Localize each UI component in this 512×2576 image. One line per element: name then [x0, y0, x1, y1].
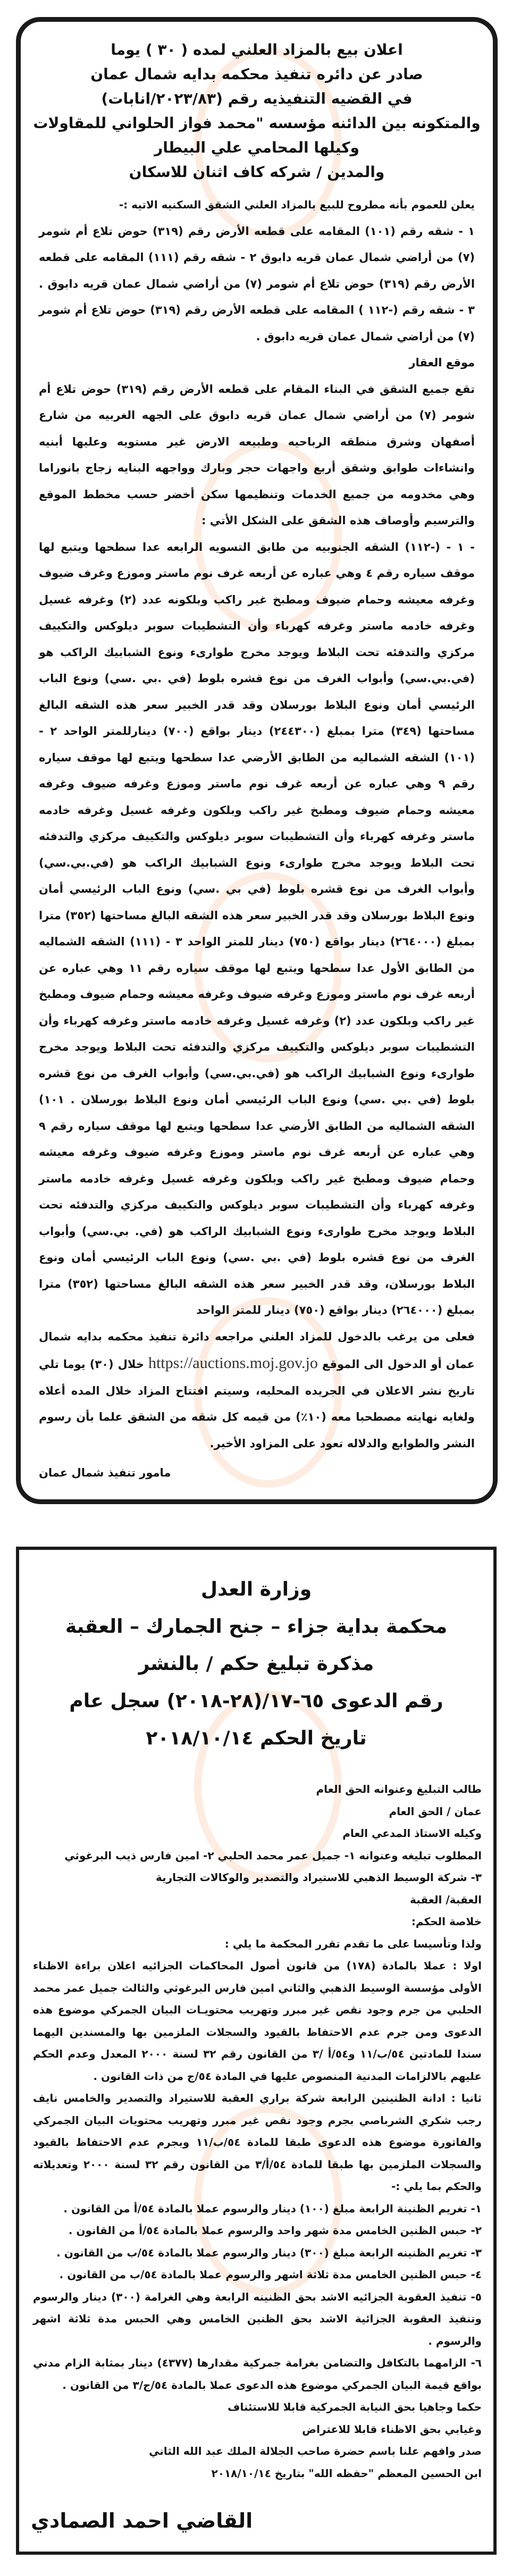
body-line: المطلوب تبليغه وعنوانه ١- جميل عمر محمد الحلبي ٢- امين فارس ذيب البرغوثي [64, 1849, 482, 1862]
title-line: رقم الدعوى ٦٥-١٧/(٢٨-٢٠١٨) سجل عام [69, 1690, 443, 1712]
ruling-item: ٦- الزامهما بالتكافل والتضامن بغرامة جمركية مقدارها (٤٣٧٧) دينار بمثابة الزام مدني بواقع قيمة البيان الجمركي موضوع هذه الدعوى عملا بالمادة ٥٤/ج/٣ من القانون . [33, 2356, 482, 2392]
court-notice-body [33, 1778, 482, 2485]
judge-signature: القاضي احمد الصمادي [31, 2509, 253, 2532]
body-line: طالب التبليغ وعنوانه الحق العام [316, 1783, 482, 1795]
apartments-description: - ١ - (-١١٢) الشقه الجنوبيه من طابق التسويه الرابعه عدا سطحها ويتبع لها موقف سياره رقم ٤ وهي عباره عن أربعه غرف نوم ماستر وموزع وغرف ضيوف وغرفه معيشه وحمام ضيوف ومطبخ غير راكب وبلكونه عدد (٢) وغرفه غسيل وغرفه خادمه ماستر وغرفه كهرباء وأن التشطيبات سوبر ديلوكس والتكييف مركزي والتدفئه تحت البلاط ويوجد مخرج طوارىء ونوع الشبابيك الراكب هو (في.بي.سي) وأبواب الغرف من نوع قشره بلوط (في .بي .سي) ونوع الباب الرئيسي أمان ونوع البلاط بورسلان وقد قدر الخبير سعر هذه الشقه البالغ مساحتها (٣٤٩) مترا بمبلغ (٢٤٤٣٠٠) دينار بواقع (٧٠٠) دينارللمتر الواحد ٢ - (١٠١) الشقه الشماليه من الطابق الأرضي عدا سطحها ويتبع لها موقف سياره رقم ٩ وهي عباره عن أربعه غرف نوم ماستر وموزع وغرفه ضيوف وغرفه معيشه وحمام ضيوف ومطبخ غير راكب وبلكون وغرفه غسيل وغرفه خادمه ماستر وغرفه كهرباء وأن التشطيبات سوبر ديلوكس والتكييف مركزي والتدفئه تحت البلاط ويوجد مخرج طوارىء ونوع الشبابيك الراكب هو (في.بي.سي) وأبواب الغرف من نوع قشره بلوط (في بي .سي) ونوع الباب الرئيسي أمان ونوع البلاط بورسلان وقد قدر الخبير سعر هذه الشقه البالغ مساحتها (٣٥٢) مترا بمبلغ (٢٦٤٠٠٠) دينار بواقع (٧٥٠) دينار للمتر الواحد ٣ - (١١١) الشقه الشماليه من الطابق الأول عدا سطحها ويتبع لها موقف سياره رقم ١١ وهي عباره عن أربعه غرف نوم ماستر وموزع وغرفه ضيوف وغرفه معيشه وحمام ضيوف ومطبخ غير راكب وبلكون عدد (٢) وغرفه غسيل وغرفه خادمه ماستر وغرفه كهرباء وأن التشطيبات سوبر ديلوكس والتكييف مركزي والتدفئه تحت البلاط ويوجد مخرج طوارىء ونوع الشبابيك الراكب هو (في.بي.سي) وأبواب الغرف من نوع قشره بلوط (في .بي .سي) ونوع الباب الرئيسي أمان ونوع البلاط بورسلان . ١٠١) الشقه الشماليه من الطابق الأرضي عدا سطحها ويتبع لها موقف سياره رقم ٩ وهي عباره عن أربعه غرف نوم ماستر وموزع وغرفه ضيوف وغرفه معيشه وحمام ضيوف ومطبخ غير راكب وبلكون وغرفه غسيل وغرفه خادمه ماستر وغرفه كهرباء وأن التشطيبات سوبر ديلوكس والتكييف مركزي والتدفئه تحت البلاط ويوجد مخرج طوارىء ونوع الشبابيك الراكب هو (في. بي.سي) وأبواب الغرف من نوع قشره بلوط (في .بي .سي) ونوع الباب الرئيسي أمان ونوع البلاط بورسلان، وقد قدر الخبير سعر هذه الشقه البالغ مساحتها (٣٥٢) مترا بمبلغ (٢٦٤٠٠٠) دينار بواقع (٧٥٠) دينار للمتر الواحد [39, 540, 475, 1316]
court-notice [16, 1547, 497, 2555]
location-heading: موقع العقار [409, 356, 475, 369]
ruling-item: ٣- تغريم الظنينه الرابعة مبلغ (٣٠٠) دينار والرسوم عملا بالمادة ٥٤/ب من القانون . [56, 2246, 482, 2259]
body-line: عمان / الحق العام [389, 1805, 482, 1818]
title-line: والمدين / شركه كاف اثنان للاسكان [129, 163, 385, 181]
title-line: في القضيه التنفيذيه رقم (٢٠٢٣/٨٣/انابات) [101, 90, 413, 107]
closing-after-url: خلال (٣٠) يوما تلي تاريخ نشر الاعلان في الجريده المحليه، وسيتم افتتاح المزاد خلال المده أعلاه ولغايه نهايته مصطحبا معه (١٠٪) من قيمه كل شقه من الشقق علما بأن رسوم النشر والطوابع والدلاله تعود على المزاود الأخير. [39, 1358, 475, 1450]
signature: مامور تنفيذ شمال عمان [39, 1466, 171, 1479]
title-line: مذكرة تبليغ حكم / بالنشر [138, 1653, 374, 1675]
title-line: محكمة بداية جزاء – جنح الجمارك – العقبة [65, 1616, 448, 1638]
auction-url-link[interactable]: https://auctions.moj.gov.jo [148, 1354, 318, 1372]
ruling-item: ١- تغريم الظنينة الرابعة مبلغ (١٠٠) دينار والرسوم عملا بالمادة ٥٤/أ من القانون . [63, 2202, 482, 2215]
body-line: ولذا وتأسيسا على ما تقدم تقرر المحكمة ما يلي : [224, 1937, 482, 1950]
ruling-item: ٤- حبس الظنين الخامس مدة ثلاثة اشهر والرسوم عملا بالمادة ٥٤/ب من القانون . [59, 2268, 482, 2281]
intro-text: يعلن للعموم بأنه مطروح للبيع بالمزاد العلني الشقق السكنيه الاتيه :- [119, 198, 475, 211]
auction-notice-body [39, 192, 475, 1457]
title-line: وكيلها المحامي علي البيطار [154, 139, 359, 156]
body-line: وكيله الاستاذ المدعي العام [342, 1827, 482, 1840]
ruling-second: ثانيا : ادانة الظنينين الرابعة شركة براري العقبة للاستيراد والتصدير والخامس نايف رجب شكري الشرباصي بجرم وجود نقص غير مبرر وتهريب محتويات البيان الجمركي والفاتورة موضوع هذه الدعوى طبقا للمادة ٥٤/ب/١١ وبجرم عدم الاحتفاظ بالقيود والسجلات الملزمين بها طبقا للمادة ٥٤/أ/٣ من القانون رقم ٣٢ لسنة ٢٠٠٠ وتعديلاته والحكم بما يلي :- [33, 2092, 482, 2193]
body-line: صدر وافهم علنا باسم حضرة صاحب الجلالة الملك عبد الله الثاني [149, 2445, 482, 2457]
auction-notice-header [21, 22, 493, 184]
body-line: وغيابي بحق الاظناء قابلا للاعتراض [302, 2422, 482, 2436]
closing-text [39, 1324, 475, 1457]
apartments-list: ١ - شقه رقم (١٠١) المقامه على قطعه الأرض رقم (٣١٩) حوض تلاع أم شومر (٧) من أراضي شمال عمان قريه دابوق ٢ - شقه رقم (١١١) المقامه على قطعه الأرض رقم (٣١٩) حوض تلاع أم شومر (٧) من أراضي شمال عمان قريه دابوق . ٣ - شقه رقم (-١١٢ ) المقامه على قطعه الأرض رقم (٣١٩) حوض تلاع أم شومر (٧) من أراضي شمال عمان قريه دابوق . [39, 224, 475, 343]
ruling-item: ٢- حبس الظنين الخامس مدة شهر واحد والرسوم عملا بالمادة ٥٤/أ من القانون . [68, 2224, 482, 2237]
body-line: ٣- شركة الوسيط الذهبي للاستيراد والتصدير والوكالات التجارية [156, 1871, 482, 1884]
ruling-item: ٥- تنفيذ العقوبة الجزائيه الاشد بحق الظنينه الرابعة وهي الغرامة (٣٠٠) دينار والرسوم وتنفيذ العقوبة الجزائية الاشد بحق الظنين الخامس وهي الحبس مدة ثلاثة اشهر والرسوم . [33, 2290, 482, 2347]
title-line: والمتكونه بين الدائنه مؤسسه "محمد فواز الحلواني للمقاولات [33, 114, 481, 132]
body-line: خلاصة الحكم: [411, 1915, 482, 1928]
body-line: حكما وجاهيا بحق النيابة الجمركية قابلا للاستئناف [228, 2401, 482, 2413]
auction-notice [16, 17, 498, 1504]
title-line: اعلان بيع بالمزاد العلني لمده ( ٣٠ ) يوما [111, 41, 403, 58]
body-line: ابن الحسين المعظم "حفظه الله" بتاريخ ٢٠١٨/١٠/١٤ [211, 2466, 482, 2480]
court-notice-header [19, 1550, 493, 1757]
ruling-first: اولا : عملا بالمادة (١٧٨) من قانون أصول المحاكمات الجزائيه اعلان براءة الاظناء الأولى مؤسسة الوسيط الذهبي والثاني امين فارس البرغوثي والثالث جميل عمر محمد الحلبي من جرم وجود نقص غير مبرر وتهريب محتويـات البيان الجمركي موضوع هذه الدعوى ومن جرم عدم الاحتفاظ بالقيود والسجلات الملزمين بها والمسندين اليهما سندا للمادتين ٥٤/ب/١١ و٥٤/أ /٣ من القانون رقم ٣٢ لسنة ٢٠٠٠ المعدل وعدم الحكم عليهم بالالزامات المدنية المنصوص عليها في المادة ٥٤/ج من ذات القانون . [33, 1959, 482, 2083]
title-line: تاريخ الحكم ٢٠١٨/١٠/١٤ [146, 1727, 367, 1749]
body-line: العقبة/ العقبة [410, 1893, 482, 1906]
closing-before-url: فعلى من يرغب بالدخول للمزاد العلني مراجعه دائرة تنفيذ محكمه بدايه شمال عمان أو الدخول الى الموقع [39, 1330, 475, 1371]
title-line: وزارة العدل [200, 1579, 312, 1600]
title-line: صادر عن دائره تنفيذ محكمه بدايه شمال عمان [90, 65, 423, 83]
location-text: تقع جميع الشقق في البناء المقام على قطعه الأرض رقم (٣١٩) حوض تلاع أم شومر (٧) من أراضي شمال عمان قريه دابوق على الجهه الغربيه من شارع أصفهان وشرق منطقه الرباحيه وطبيعه الارض غير مستويه وعليها أبنيه وانشاءات طوابق وشقق أربع واجهات حجر وبارك وواجهه البنايه زجاج بانوراما وهي مخدومه من جميع الخدمات وتنظيمها سكن أخضر حسب مخطط الموقع والترسيم وأوصاف هذه الشقق على الشكل الأتي : [39, 382, 475, 527]
